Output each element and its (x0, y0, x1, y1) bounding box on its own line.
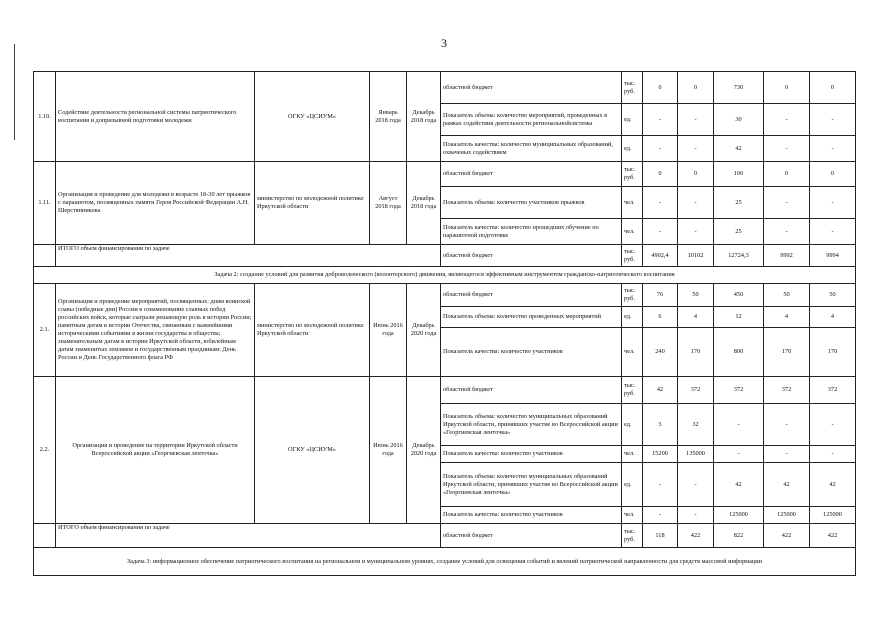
executor: министерство по молодежной политике Иркутской области (255, 162, 370, 245)
row-number: 2.2. (34, 377, 56, 524)
indicator-text: Показатель качества: количество участников (441, 507, 622, 524)
indicator-text: Показатель объема: количество муниципальных образований Иркутской области, принявших участие во Всероссийской акции «Георгиевская ленточка» (441, 404, 622, 446)
value-cell: 450 (714, 284, 764, 307)
value-cell: 0 (643, 162, 678, 187)
value-cell: 0 (810, 72, 856, 104)
value-cell: 372 (764, 377, 810, 404)
total-label: ИТОГО объем финансирования по задаче (56, 245, 441, 267)
value-cell: - (643, 187, 678, 219)
value-cell: 170 (810, 328, 856, 377)
value-cell: 0 (764, 162, 810, 187)
value-cell: 800 (714, 328, 764, 377)
value-cell: - (643, 507, 678, 524)
indicator-unit: тыс. руб. (622, 72, 643, 104)
value-cell: 0 (643, 72, 678, 104)
value-cell: - (643, 104, 678, 136)
value-cell: 15200 (643, 446, 678, 463)
event-name: Организация и проведение на территории Иркутской области Всероссийской акции «Георгиевская ленточка» (56, 377, 255, 524)
value-cell: 6 (643, 307, 678, 328)
value-cell: 170 (764, 328, 810, 377)
total-label: ИТОГО объем финансирования по задаче (56, 524, 441, 548)
value-cell: - (764, 187, 810, 219)
table-row (34, 72, 856, 104)
indicator-unit: ед. (622, 463, 643, 507)
value-cell: 822 (714, 524, 764, 548)
value-cell: 42 (810, 463, 856, 507)
indicator-text: Показатель объема: количество муниципальных образований Иркутской области, принявших участие во Всероссийской акции «Георгиевская ленточка» (441, 463, 622, 507)
indicator-text: Показатель качества: количество участников (441, 328, 622, 377)
event-name: Содействие деятельности региональной системы патриотического воспитания и допризывной подготовки молодежи (56, 72, 255, 162)
value-cell: - (643, 219, 678, 245)
indicator-unit: тыс. руб. (622, 245, 643, 267)
executor: министерство по молодежной политике Иркутской области (255, 284, 370, 377)
executor: ОГКУ «ЦСИУМ» (255, 377, 370, 524)
value-cell: 240 (643, 328, 678, 377)
value-cell: - (764, 446, 810, 463)
value-cell: 100 (714, 162, 764, 187)
indicator-text: областной бюджет (441, 284, 622, 307)
indicator-unit: ед. (622, 136, 643, 162)
indicator-text: областной бюджет (441, 524, 622, 548)
value-cell: - (764, 136, 810, 162)
value-cell: 125000 (810, 507, 856, 524)
value-cell: - (643, 463, 678, 507)
value-cell: 3 (643, 404, 678, 446)
value-cell: 50 (678, 284, 714, 307)
start-date: Июнь 2016 года (370, 377, 407, 524)
end-date: Декабрь 2020 года (407, 377, 441, 524)
value-cell: 730 (714, 72, 764, 104)
value-cell: 372 (714, 377, 764, 404)
indicator-unit: чел. (622, 219, 643, 245)
indicator-text: Показатель объема: количество мероприятий, проведенных в рамках содействия деятельности региональнойсистемы (441, 104, 622, 136)
value-cell: - (678, 104, 714, 136)
value-cell: 42 (714, 136, 764, 162)
value-cell: 10102 (678, 245, 714, 267)
value-cell: 372 (678, 377, 714, 404)
end-date: Декабрь 2018 года (407, 162, 441, 245)
indicator-text: Показатель качества: количество участников (441, 446, 622, 463)
value-cell: - (810, 219, 856, 245)
value-cell: 50 (810, 284, 856, 307)
value-cell: 25 (714, 219, 764, 245)
value-cell: 125000 (714, 507, 764, 524)
total-row (34, 245, 856, 267)
value-cell: 135000 (678, 446, 714, 463)
value-cell: 0 (810, 162, 856, 187)
value-cell: - (714, 446, 764, 463)
value-cell: 4902,4 (643, 245, 678, 267)
value-cell: 9994 (810, 245, 856, 267)
program-table (33, 71, 856, 576)
value-cell: 12724,3 (714, 245, 764, 267)
table-row (34, 377, 856, 404)
value-cell: 170 (678, 328, 714, 377)
value-cell: 372 (810, 377, 856, 404)
value-cell: - (764, 219, 810, 245)
value-cell: - (810, 136, 856, 162)
start-date: Август 2018 года (370, 162, 407, 245)
value-cell: 42 (643, 377, 678, 404)
value-cell: 125000 (764, 507, 810, 524)
indicator-unit: чел. (622, 187, 643, 219)
value-cell: - (678, 463, 714, 507)
value-cell: - (643, 136, 678, 162)
event-name: Организация и проведение для молодежи в возрасте 18-30 лет прыжков с парашютом, посвященных памяти Героя Российской Федерации А.Н. Шерстянникова (56, 162, 255, 245)
value-cell: 4 (764, 307, 810, 328)
value-cell: 42 (764, 463, 810, 507)
indicator-unit: чел. (622, 328, 643, 377)
indicator-unit: чел. (622, 507, 643, 524)
value-cell: 0 (678, 162, 714, 187)
indicator-unit: чел. (622, 446, 643, 463)
page-number: 3 (441, 36, 447, 50)
value-cell: 50 (764, 284, 810, 307)
value-cell: 422 (810, 524, 856, 548)
start-date: Январь 2018 года (370, 72, 407, 162)
table-row (34, 162, 856, 187)
value-cell: 25 (714, 187, 764, 219)
indicator-unit: ед. (622, 307, 643, 328)
indicator-text: областной бюджет (441, 377, 622, 404)
value-cell: 422 (764, 524, 810, 548)
indicator-text: Показатель объема: количество проведенных мероприятий (441, 307, 622, 328)
row-number: 1.11. (34, 162, 56, 245)
value-cell: - (810, 104, 856, 136)
task-row (34, 267, 856, 284)
scan-margin-line (14, 44, 15, 140)
total-row (34, 524, 856, 548)
executor: ОГКУ «ЦСИУМ» (255, 72, 370, 162)
indicator-text: областной бюджет (441, 162, 622, 187)
value-cell: - (810, 404, 856, 446)
value-cell: 32 (678, 404, 714, 446)
value-cell: 12 (714, 307, 764, 328)
value-cell: - (678, 136, 714, 162)
end-date: Декабрь 2018 года (407, 72, 441, 162)
indicator-text: областной бюджет (441, 72, 622, 104)
value-cell: 0 (764, 72, 810, 104)
value-cell: 76 (643, 284, 678, 307)
value-cell: 9992 (764, 245, 810, 267)
empty-cell (34, 245, 56, 267)
indicator-unit: ед. (622, 404, 643, 446)
value-cell: - (810, 446, 856, 463)
task-heading: Задача 2: создание условий для развития добровольческого (волонтерского) движения, являющегося эффективным инструментом гражданско-патриотического воспитания (34, 267, 856, 284)
task-row (34, 548, 856, 576)
value-cell: - (764, 404, 810, 446)
value-cell: 4 (810, 307, 856, 328)
row-number: 1.10. (34, 72, 56, 162)
value-cell: 118 (643, 524, 678, 548)
indicator-unit: тыс. руб. (622, 524, 643, 548)
indicator-unit: тыс. руб. (622, 284, 643, 307)
value-cell: - (714, 404, 764, 446)
value-cell: 0 (678, 72, 714, 104)
value-cell: 422 (678, 524, 714, 548)
value-cell: 42 (714, 463, 764, 507)
indicator-text: Показатель качества: количество прошедших обучение по парашютной подготовке (441, 219, 622, 245)
empty-cell (34, 524, 56, 548)
value-cell: - (678, 507, 714, 524)
indicator-unit: ед. (622, 104, 643, 136)
indicator-text: Показатель объема: количество участников прыжков (441, 187, 622, 219)
value-cell: - (678, 187, 714, 219)
event-name: Организация и проведение мероприятий, посвященных: дням воинской славы (победные дни) России в ознаменование славных побед российских войск, которые сыграли решающую роль в истории России; памятным датам в истории Отечества, связанным с важнейшими историческими событиями в жизни государства и общества; знаменательным датам в истории Иркутской области, юбилейным датам знаменитых земляков и государственным праздникам: День России и День Государственного флага РФ (56, 284, 255, 377)
value-cell: 30 (714, 104, 764, 136)
indicator-unit: тыс. руб. (622, 377, 643, 404)
indicator-text: Показатель качества: количество муниципальных образований, охваченых содействием (441, 136, 622, 162)
indicator-unit: тыс. руб. (622, 162, 643, 187)
end-date: Декабрь 2020 года (407, 284, 441, 377)
task-heading: Задача 3: информационное обеспечение патриотического воспитания на региональном и муниципальном уровнях, создание условий для освещения событий и явлений патриотической направленности для средств массовой информации (34, 548, 856, 576)
value-cell: 4 (678, 307, 714, 328)
value-cell: - (678, 219, 714, 245)
row-number: 2.1. (34, 284, 56, 377)
value-cell: - (764, 104, 810, 136)
table-row (34, 284, 856, 307)
start-date: Июнь 2016 года (370, 284, 407, 377)
value-cell: - (810, 187, 856, 219)
indicator-text: областной бюджет (441, 245, 622, 267)
